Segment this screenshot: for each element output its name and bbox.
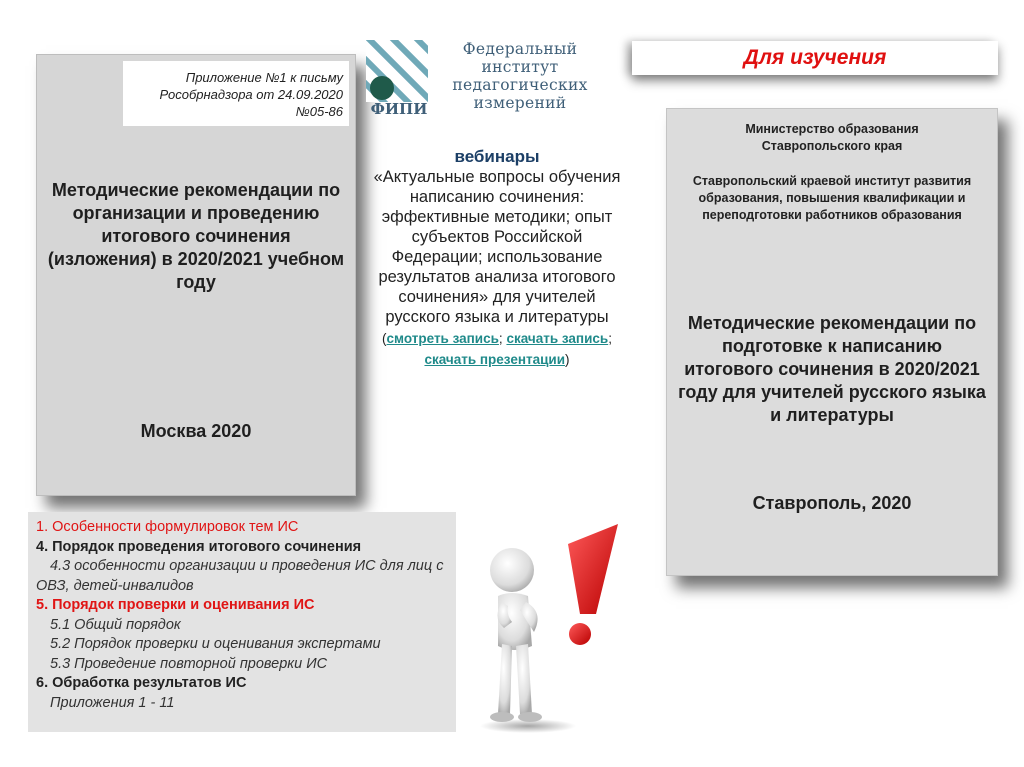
contents-subitem: 5.3 Проведение повторной проверки ИС <box>50 655 328 672</box>
left-document-card[interactable] <box>36 54 356 496</box>
contents-item: 6. Обработка результатов ИС <box>36 675 247 691</box>
right-document-title: Методические рекомендации по подготовке к написанию итогового сочинения в 2020/2021 году для учителей русского языка и литературы <box>678 313 986 425</box>
logo-line: институт <box>481 58 559 76</box>
for-study-banner: Для изучения <box>632 41 998 75</box>
left-document-title: Методические рекомендации по организации и проведению итогового сочинения (изложения) в 2020/2021 учебном году <box>47 180 345 292</box>
contents-item: 1. Особенности формулировок тем ИС <box>36 519 299 535</box>
contents-subitem: Приложения 1 - 11 <box>50 694 175 711</box>
ministry-name: Министерство образования Ставропольского края <box>745 122 919 153</box>
fipi-logo-text <box>440 40 600 112</box>
download-recording-link[interactable]: скачать запись <box>506 331 609 346</box>
annex-line: Рособрнадзора от 24.09.2020 <box>159 87 343 102</box>
right-document-city-year: Ставрополь, 2020 <box>752 493 912 513</box>
logo-line: педагогических <box>452 76 588 94</box>
paren-open: ( <box>382 331 387 346</box>
watch-recording-link[interactable]: смотреть запись <box>386 331 499 346</box>
paren-close: ) <box>565 352 570 367</box>
institute-name: Ставропольский краевой институт развития образования, повышения квалификации и переподготовки работников образования <box>692 174 972 222</box>
annex-line: №05-86 <box>295 104 343 119</box>
annex-line: Приложение №1 к письму <box>185 70 343 85</box>
separator: ; <box>608 331 612 346</box>
thinking-figure-exclamation-icon <box>468 514 628 734</box>
logo-line: измерений <box>473 94 567 112</box>
webinar-heading: вебинары <box>454 147 540 166</box>
contents-item: 4. Порядок проведения итогового сочинения <box>36 538 362 555</box>
contents-subitem: 4.3 особенности организации и проведения ИС для лиц с ОВЗ, детей-инвалидов <box>36 558 444 594</box>
right-document-card[interactable] <box>666 108 998 576</box>
fipi-abbreviation: ФИПИ <box>370 100 428 118</box>
contents-list <box>28 512 456 732</box>
logo-line: Федеральный <box>462 40 578 58</box>
left-document-city-year: Москва 2020 <box>140 421 252 441</box>
annex-note <box>123 61 349 126</box>
contents-subitem: 5.1 Общий порядок <box>50 616 181 633</box>
webinar-description: «Актуальные вопросы обучения написанию сочинения: эффективные методики; опыт субъектов Российской Федерации; использование результатов анализа итогового сочинения» для учителей русского языка и литературы <box>373 168 621 326</box>
download-presentation-link[interactable]: скачать презентации <box>424 352 566 367</box>
contents-subitem: 5.2 Порядок проверки и оценивания экспертами <box>50 636 381 652</box>
contents-item: 5. Порядок проверки и оценивания ИС <box>36 597 315 613</box>
webinar-block <box>372 147 622 370</box>
separator: ; <box>498 331 507 346</box>
